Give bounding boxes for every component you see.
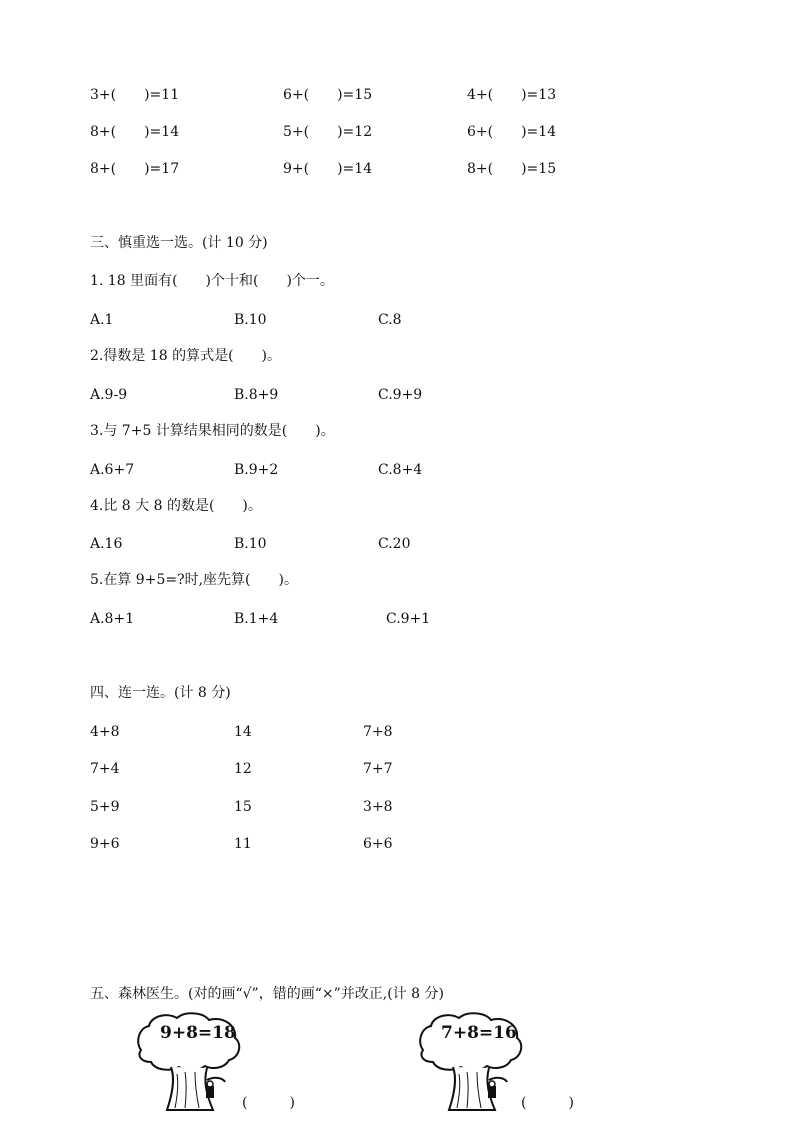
match-right: 7+7	[363, 761, 393, 777]
match-middle: 11	[234, 836, 252, 852]
question-2: 2.得数是 18 的算式是( )。	[90, 348, 281, 364]
fill-item: 5+( )=12	[283, 124, 373, 140]
match-right: 3+8	[363, 799, 393, 815]
option-5a: A.8+1	[90, 611, 135, 627]
match-right: 6+6	[363, 836, 393, 852]
question-4: 4.比 8 大 8 的数是( )。	[90, 498, 262, 514]
fill-item: 4+( )=13	[467, 87, 557, 103]
option-5b: B.1+4	[234, 611, 279, 627]
tree-equation-1: 9+8=18	[160, 1023, 236, 1043]
fill-item: 9+( )=14	[283, 161, 373, 177]
match-left: 5+9	[90, 799, 120, 815]
tree-equation-2: 7+8=16	[441, 1023, 517, 1043]
match-middle: 15	[234, 799, 252, 815]
fill-item: 6+( )=14	[467, 124, 557, 140]
answer-paren-1[interactable]: ( )	[242, 1095, 295, 1111]
option-3c: C.8+4	[378, 462, 423, 478]
fill-item: 3+( )=11	[90, 87, 180, 103]
option-5c: C.9+1	[386, 611, 431, 627]
option-3b: B.9+2	[234, 462, 279, 478]
option-3a: A.6+7	[90, 462, 135, 478]
fill-item: 8+( )=14	[90, 124, 180, 140]
fill-item: 8+( )=17	[90, 161, 180, 177]
option-1c: C.8	[378, 312, 402, 328]
section3-title: 三、慎重选一选。(计 10 分)	[90, 235, 268, 251]
match-left: 4+8	[90, 724, 120, 740]
option-4a: A.16	[90, 536, 123, 552]
option-2a: A.9-9	[90, 387, 128, 403]
fill-item: 8+( )=15	[467, 161, 557, 177]
option-4b: B.10	[234, 536, 267, 552]
option-2b: B.8+9	[234, 387, 279, 403]
question-5: 5.在算 9+5=?时,座先算( )。	[90, 572, 298, 588]
option-4c: C.20	[378, 536, 411, 552]
option-1b: B.10	[234, 312, 267, 328]
option-2c: C.9+9	[378, 387, 423, 403]
match-left: 9+6	[90, 836, 120, 852]
answer-paren-2[interactable]: ( )	[521, 1095, 574, 1111]
fill-item: 6+( )=15	[283, 87, 373, 103]
section5-title: 五、森林医生。(对的画“√”，错的画“×”并改正,(计 8 分)	[90, 986, 444, 1002]
match-middle: 12	[234, 761, 252, 777]
match-right: 7+8	[363, 724, 393, 740]
section4-title: 四、连一连。(计 8 分)	[90, 685, 231, 701]
question-1: 1. 18 里面有( )个十和( )个一。	[90, 273, 334, 289]
match-middle: 14	[234, 724, 252, 740]
match-left: 7+4	[90, 761, 120, 777]
question-3: 3.与 7+5 计算结果相同的数是( )。	[90, 423, 335, 439]
option-1a: A.1	[90, 312, 114, 328]
